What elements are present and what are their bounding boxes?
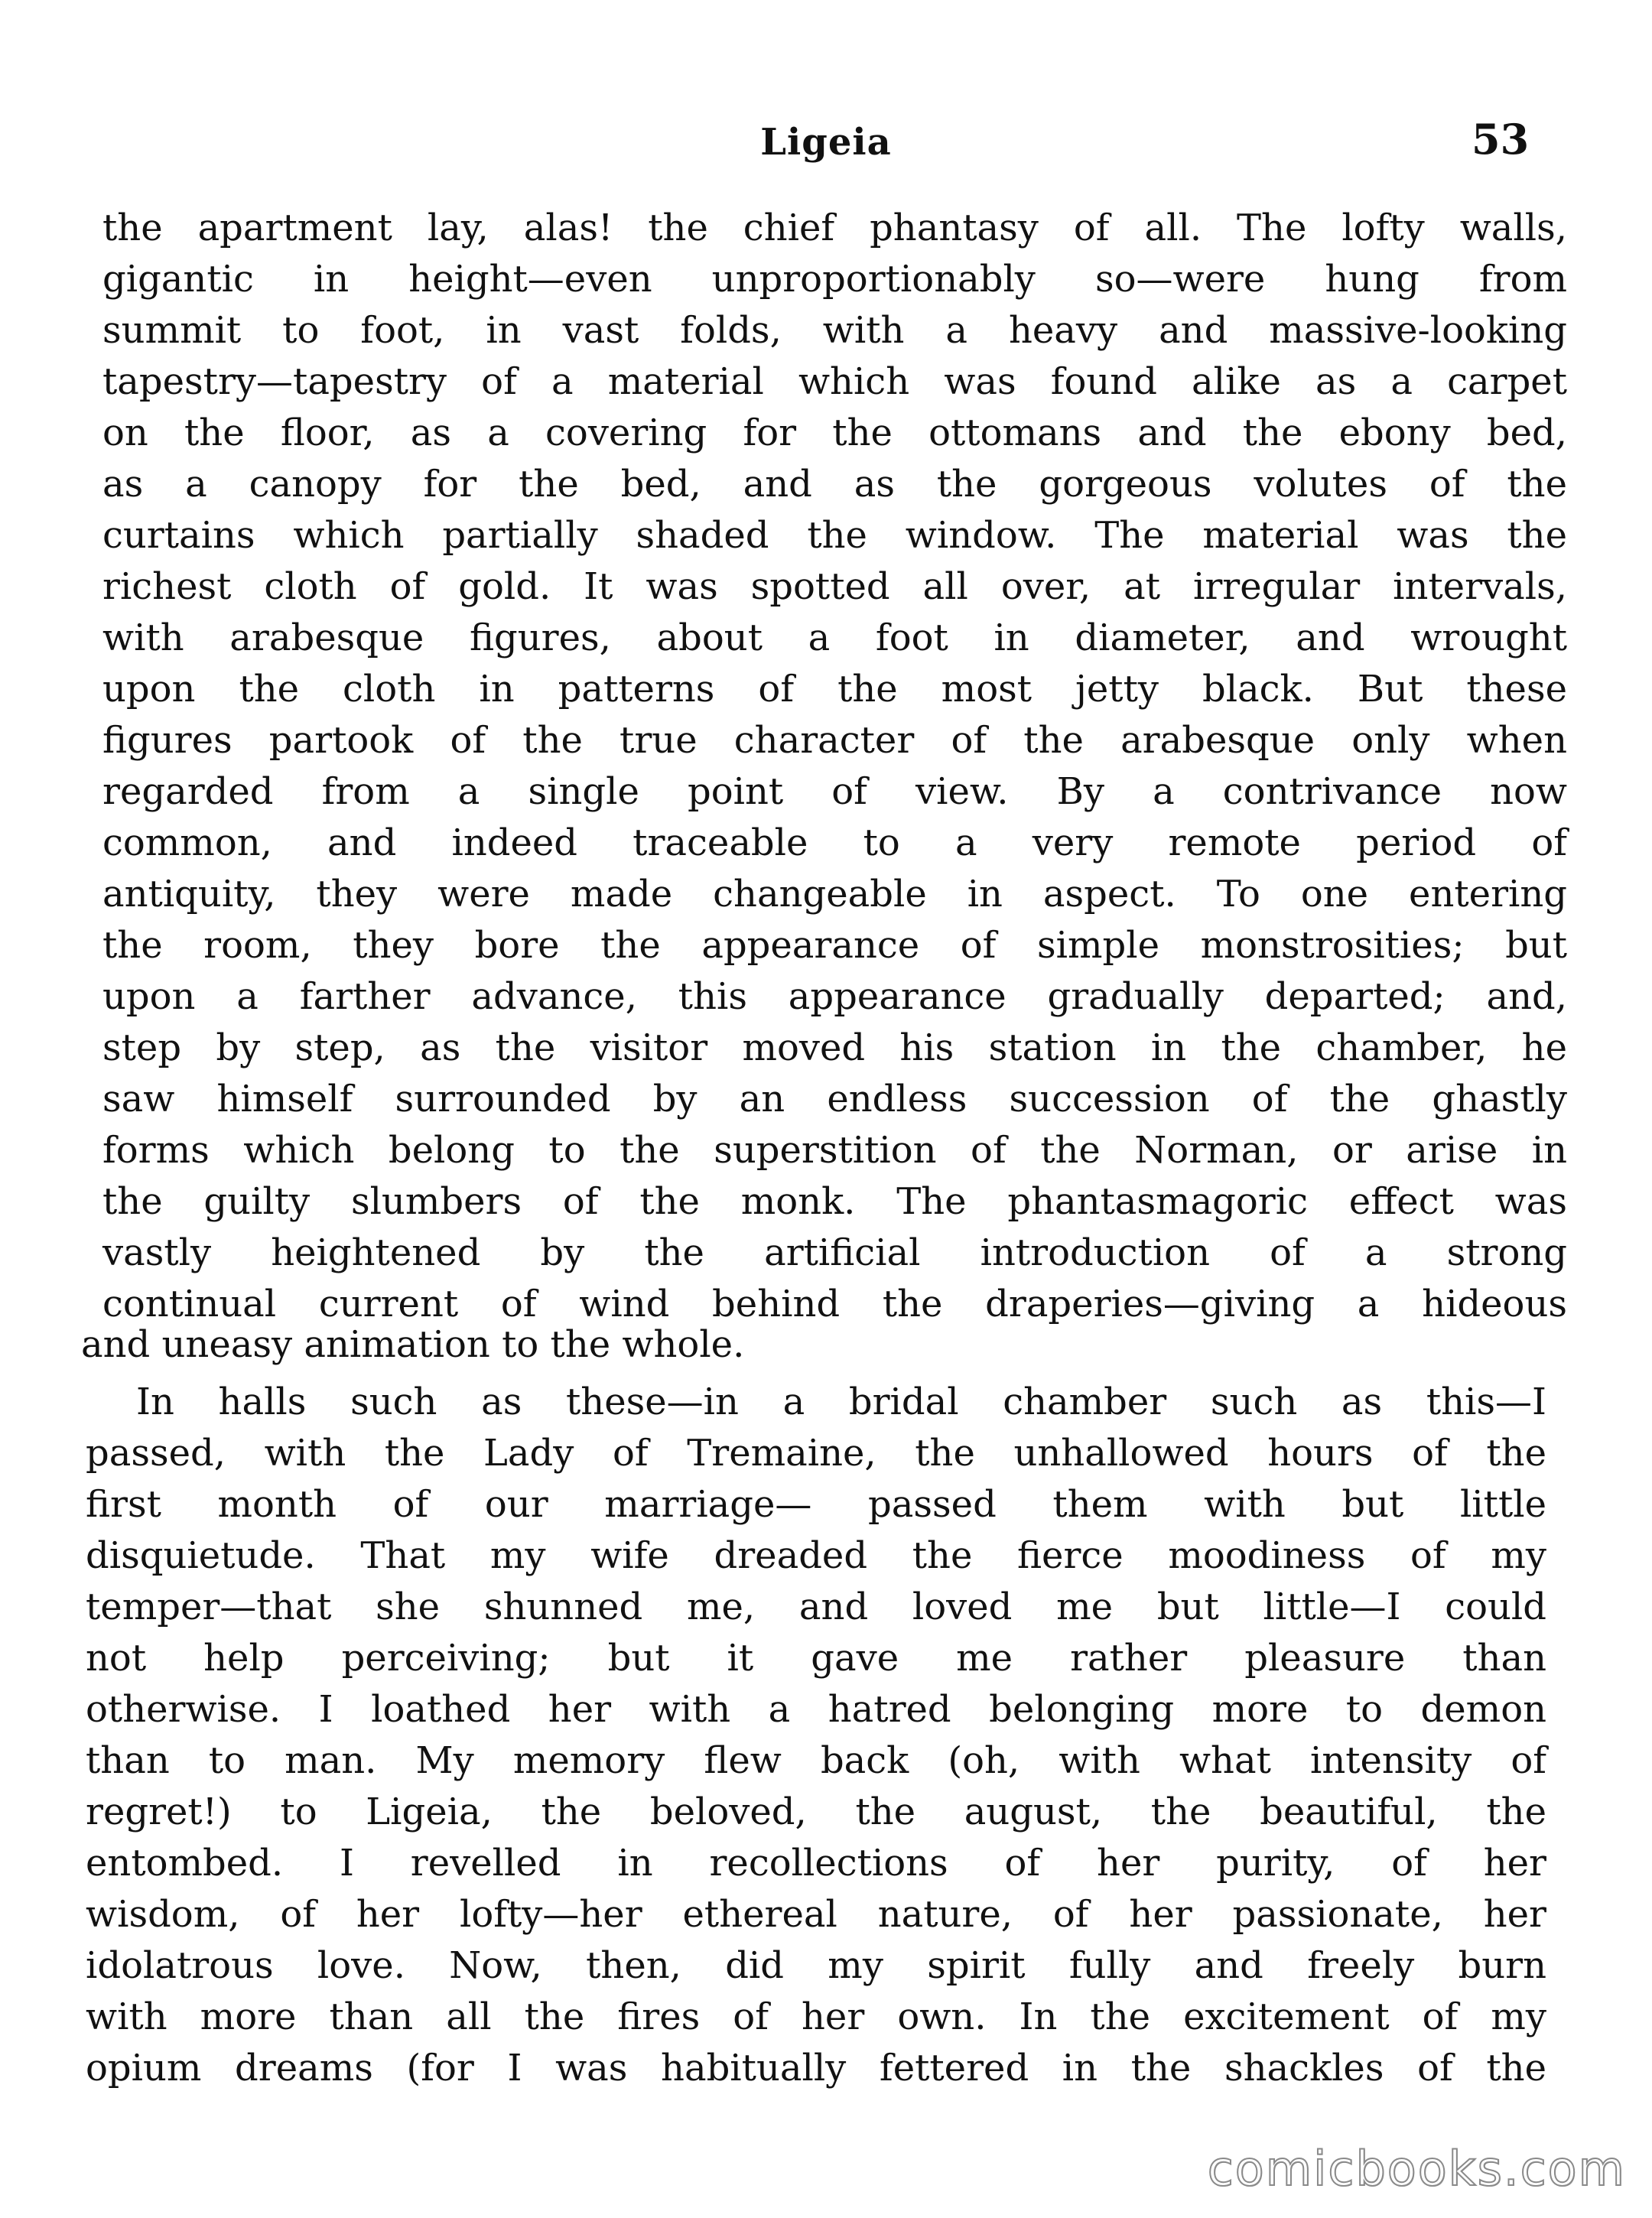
text-line: as a canopy for the bed, and as the gorgeous volutes of the (102, 463, 1567, 506)
paragraph-2 (86, 1377, 1546, 2094)
text-line: than to man. My memory flew back (oh, with what intensity of (86, 1739, 1546, 1782)
text-line: In halls such as these—in a bridal chamber such as this—I (136, 1381, 1546, 1423)
text-line: antiquity, they were made changeable in aspect. To one entering (102, 873, 1567, 915)
text-line: continual current of wind behind the draperies—giving a hideous (102, 1283, 1567, 1325)
text-line: first month of our marriage— passed them with but little (86, 1483, 1546, 1526)
text-line: passed, with the Lady of Tremaine, the unhallowed hours of the (86, 1432, 1546, 1475)
text-line: and uneasy animation to the whole. (81, 1323, 745, 1366)
text-line: disquietude. That my wife dreaded the fierce moodiness of my (86, 1534, 1546, 1577)
text-line: with more than all the fires of her own. In the excitement of my (86, 1995, 1546, 2038)
text-line: the guilty slumbers of the monk. The phantasmagoric effect was (102, 1180, 1567, 1223)
text-line: figures partook of the true character of the arabesque only when (102, 719, 1567, 762)
text-line: wisdom, of her lofty—her ethereal nature, of her passionate, her (86, 1893, 1546, 1936)
text-line: on the floor, as a covering for the ottomans and the ebony bed, (102, 411, 1567, 454)
text-line: richest cloth of gold. It was spotted all over, at irregular intervals, (102, 565, 1567, 608)
page-number: 53 (1472, 115, 1530, 164)
text-line: vastly heightened by the artificial introduction of a strong (102, 1231, 1567, 1274)
text-line: the apartment lay, alas! the chief phantasy of all. The lofty walls, (102, 207, 1567, 249)
text-line: with arabesque figures, about a foot in diameter, and wrought (102, 616, 1567, 659)
text-line: idolatrous love. Now, then, did my spirit fully and freely burn (86, 1944, 1546, 1987)
text-line: opium dreams (for I was habitually fettered in the shackles of the (86, 2047, 1546, 2090)
text-line: common, and indeed traceable to a very remote period of (102, 821, 1567, 864)
watermark: comicbooks.com (1207, 2141, 1626, 2197)
text-line: regret!) to Ligeia, the beloved, the august, the beautiful, the (86, 1790, 1546, 1833)
text-line: upon a farther advance, this appearance gradually departed; and, (102, 975, 1567, 1018)
text-line: tapestry—tapestry of a material which was found alike as a carpet (102, 360, 1567, 403)
text-line: upon the cloth in patterns of the most jetty black. But these (102, 668, 1567, 711)
text-line: forms which belong to the superstition of the Norman, or arise in (102, 1129, 1567, 1172)
text-line: step by step, as the visitor moved his station in the chamber, he (102, 1026, 1567, 1069)
text-line: otherwise. I loathed her with a hatred belonging more to demon (86, 1688, 1546, 1731)
text-line: entombed. I revelled in recollections of her purity, of her (86, 1842, 1546, 1885)
running-header-title: Ligeia (760, 121, 892, 164)
text-line: saw himself surrounded by an endless succession of the ghastly (102, 1078, 1567, 1120)
text-line: the room, they bore the appearance of simple monstrosities; but (102, 924, 1567, 967)
paragraph-1 (81, 203, 1567, 1371)
text-line: temper—that she shunned me, and loved me but little—I could (86, 1585, 1546, 1628)
text-line: regarded from a single point of view. By a contrivance now (102, 770, 1567, 813)
text-line: summit to foot, in vast folds, with a heavy and massive-looking (102, 309, 1567, 352)
text-line: not help perceiving; but it gave me rather pleasure than (86, 1637, 1546, 1680)
text-line: gigantic in height—even unproportionably so—were hung from (102, 258, 1567, 301)
text-line: curtains which partially shaded the window. The material was the (102, 514, 1567, 557)
